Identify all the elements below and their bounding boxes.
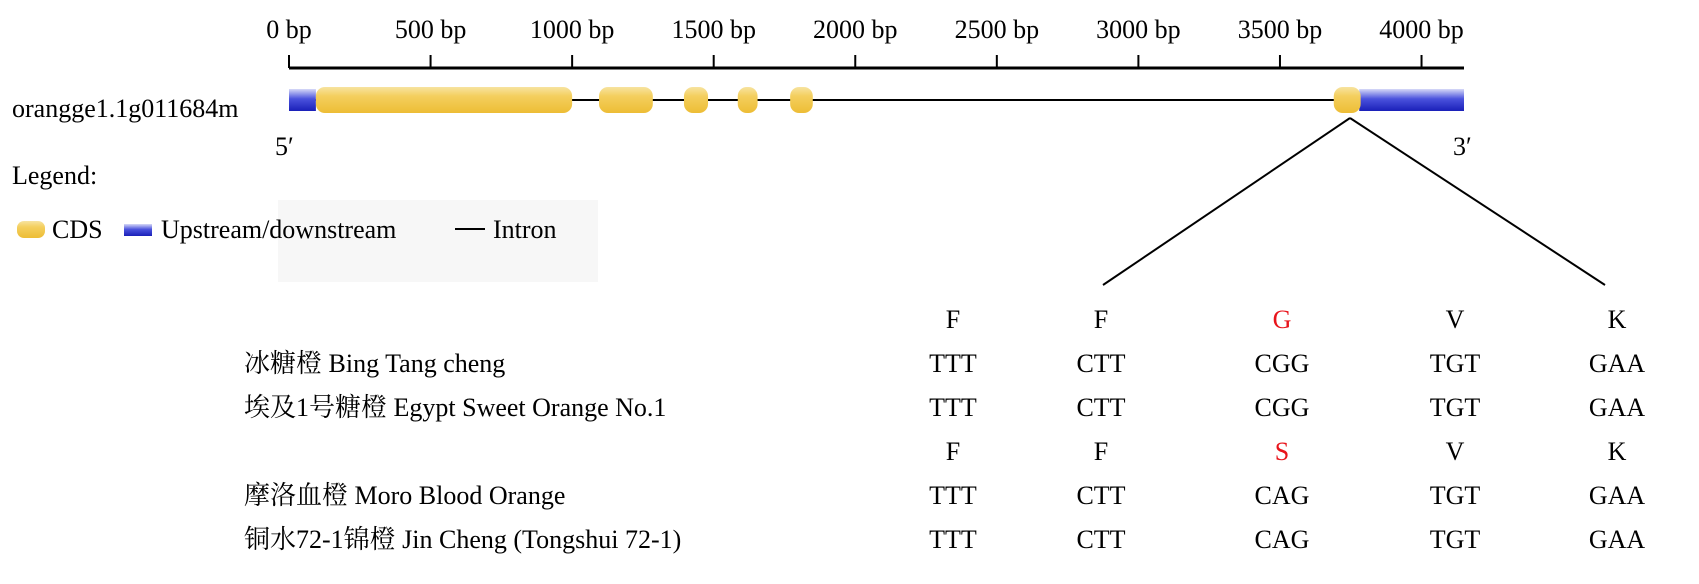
sample-name: 摩洛血橙 Moro Blood Orange (244, 481, 566, 510)
legend-cds-label: CDS (52, 215, 103, 244)
codon: CTT (1076, 525, 1126, 554)
codon: CTT (1076, 393, 1126, 422)
scale-ruler (266, 15, 1464, 68)
legend-cds-swatch (17, 221, 45, 238)
scale-tick-label: 3500 bp (1237, 15, 1323, 44)
gene-name: orangge1.1g011684m (12, 94, 239, 123)
codon: GAA (1588, 393, 1646, 422)
codon: GAA (1588, 349, 1646, 378)
legend-utr-swatch (124, 224, 152, 236)
codon: CTT (1076, 349, 1126, 378)
legend-utr-label: Upstream/downstream (161, 215, 397, 244)
codon: GAA (1588, 525, 1646, 554)
legend-title: Legend: (12, 161, 98, 190)
amino-acid-variant: S (1274, 437, 1290, 466)
cds-exon-6 (1334, 87, 1361, 113)
upstream-region (289, 89, 316, 111)
amino-acid: F (945, 305, 961, 334)
cds-exon-5 (790, 87, 813, 113)
zoom-line-left (1103, 118, 1350, 285)
legend-intron-label: Intron (493, 215, 557, 244)
scale-tick-label: 0 bp (266, 15, 312, 44)
sample-name: 埃及1号糖橙 Egypt Sweet Orange No.1 (244, 393, 667, 422)
codon: CGG (1254, 349, 1310, 378)
sample-name: 铜水72-1锦橙 Jin Cheng (Tongshui 72-1) (244, 525, 682, 554)
scale-tick-label: 1500 bp (671, 15, 756, 44)
codon: CGG (1254, 393, 1310, 422)
codon: CAG (1254, 525, 1310, 554)
cds-exon-1 (316, 87, 572, 113)
amino-acid: V (1445, 305, 1465, 334)
codon: TTT (929, 349, 977, 378)
scale-tick-label: 2000 bp (813, 15, 898, 44)
five-prime-label: 5′ (275, 132, 294, 161)
three-prime-label: 3′ (1453, 132, 1472, 161)
codon: TTT (929, 393, 977, 422)
scale-tick-label: 2500 bp (954, 15, 1040, 44)
sample-name: 冰糖橙 Bing Tang cheng (244, 349, 506, 378)
cds-exon-4 (738, 87, 758, 113)
codon: TGT (1429, 481, 1481, 510)
downstream-region (1359, 89, 1464, 111)
codon: TTT (929, 525, 977, 554)
codon: GAA (1588, 481, 1646, 510)
codon-alignment (244, 305, 1645, 554)
zoom-line-right (1350, 118, 1605, 285)
amino-acid: K (1607, 305, 1627, 334)
codon: TGT (1429, 349, 1481, 378)
codon: CTT (1076, 481, 1126, 510)
legend (12, 161, 598, 282)
scale-tick-label: 1000 bp (529, 15, 615, 44)
gene-model (289, 87, 1464, 113)
amino-acid: V (1445, 437, 1465, 466)
amino-acid: F (1093, 437, 1109, 466)
codon: TGT (1429, 525, 1481, 554)
amino-acid: F (1093, 305, 1109, 334)
scale-tick-label: 4000 bp (1379, 15, 1464, 44)
scale-tick-label: 3000 bp (1096, 15, 1181, 44)
scale-tick-label: 500 bp (394, 15, 467, 44)
codon: CAG (1254, 481, 1310, 510)
codon: TGT (1429, 393, 1481, 422)
cds-exon-2 (599, 87, 653, 113)
amino-acid-variant: G (1272, 305, 1292, 334)
amino-acid: K (1607, 437, 1627, 466)
amino-acid: F (945, 437, 961, 466)
cds-exon-3 (684, 87, 708, 113)
codon: TTT (929, 481, 977, 510)
